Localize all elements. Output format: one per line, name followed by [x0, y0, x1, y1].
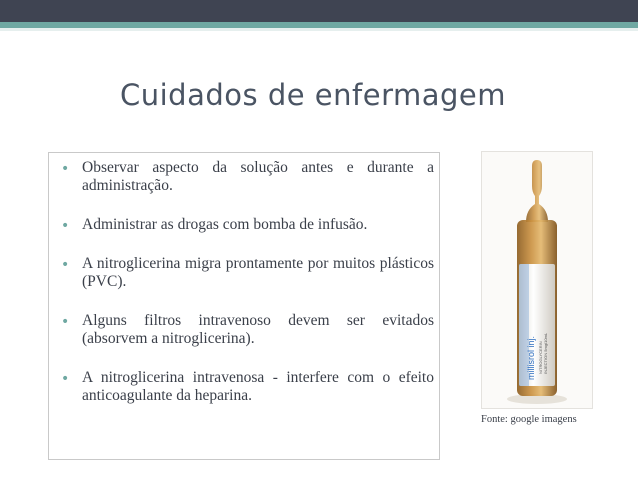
bullet-text: Observar aspecto da solução antes e durante a administração.: [82, 159, 434, 194]
ampoule-brand: millisrol inj.: [526, 335, 536, 380]
bullet-dot-icon: •: [61, 314, 70, 330]
ampoule-label-line2: INJECTION 5mg/10mL: [543, 332, 548, 374]
header-bar: [0, 0, 638, 22]
ampoule-photo: [481, 151, 593, 409]
bullet-item: [56, 216, 434, 234]
bullet-item: [56, 312, 434, 348]
image-caption: Fonte: google imagens: [481, 414, 577, 425]
ampoule-neck: [526, 160, 548, 222]
bullet-text: Alguns filtros intravenoso devem ser evitados (absorvem a nitroglicerina).: [82, 312, 434, 347]
header-accent-line: [0, 28, 638, 31]
bullet-text: A nitroglicerina migra prontamente por muitos plásticos (PVC).: [82, 255, 434, 290]
ampoule-image: [482, 152, 592, 408]
bullet-dot-icon: •: [61, 218, 70, 234]
slide-title: Cuidados de enfermagem: [120, 78, 507, 112]
ampoule-label-line1: NITROGLYCERIN: [538, 341, 543, 374]
bullet-text: Administrar as drogas com bomba de infusão.: [82, 216, 368, 233]
bullet-item: [56, 159, 434, 195]
bullet-text: A nitroglicerina intravenosa - interfere com o efeito anticoagulante da heparina.: [82, 369, 434, 404]
bullet-item: [56, 369, 434, 405]
bullet-dot-icon: •: [61, 371, 70, 387]
bullet-item: [56, 255, 434, 291]
bullet-dot-icon: •: [61, 257, 70, 273]
bullet-list: [56, 159, 434, 405]
bullet-dot-icon: •: [61, 161, 70, 177]
